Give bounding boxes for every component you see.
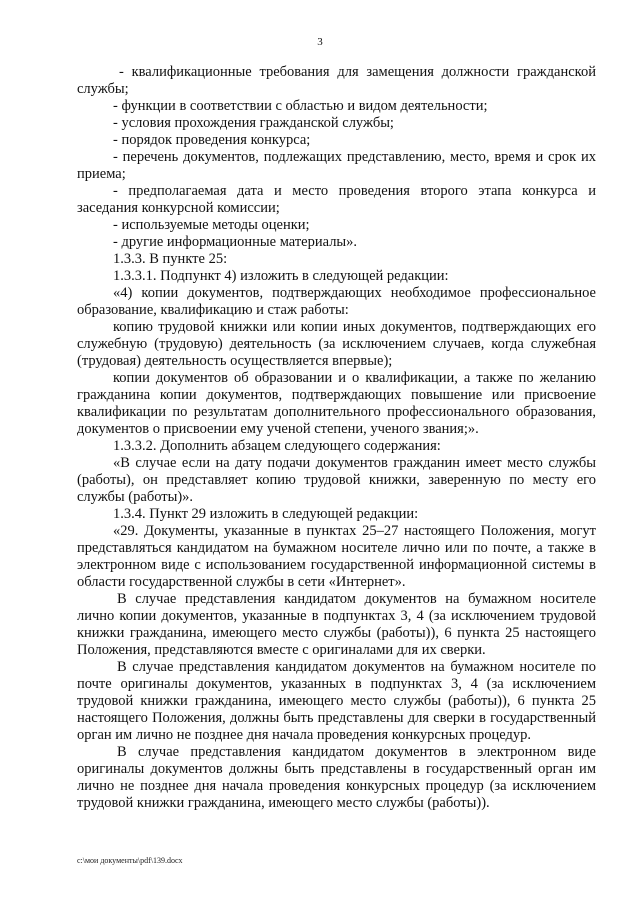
paragraph-10: 1.3.3.1. Подпункт 4) изложить в следующей редакции: (113, 268, 449, 284)
paragraph-3: - условия прохождения гражданской службы; (113, 115, 394, 131)
paragraph-5: - перечень документов, подлежащих представлению, место, время и срок их приема; (77, 149, 596, 182)
document-body (77, 64, 596, 812)
paragraph-11: «4) копии документов, подтверждающих необходимое профессиональное образование, квалификацию и стаж работы: (77, 285, 596, 318)
footer-file-path: c:\мои документы\pdf\139.docx (77, 856, 183, 865)
paragraph-17: «29. Документы, указанные в пунктах 25–27 настоящего Положения, могут представляться кандидатом на бумажном носителе лично или по почте, а также в электронном виде с использованием государственной информационной системы в области государственной службы в сети «Интернет». (77, 523, 596, 590)
paragraph-12: копию трудовой книжки или копии иных документов, подтверждающих его служебную (трудовую) деятельность (за исключением случаев, когда служебная (трудовая) деятельность осуществляется впервые); (77, 319, 596, 369)
paragraph-19: В случае представления кандидатом документов на бумажном носителе по почте оригиналы документов, указанных в подпунктах 3, 4 (за исключением трудовой книжки гражданина, имеющего место службы (работы)), 6 пункта 25 настоящего Положения, должны быть представлены для сверки в государственный орган им лично не позднее дня начала проведения конкурсных процедур. (77, 659, 596, 743)
paragraph-16: 1.3.4. Пункт 29 изложить в следующей редакции: (113, 506, 419, 522)
paragraph-15: «В случае если на дату подачи документов гражданин имеет место службы (работы), он представляет копию трудовой книжки, заверенную по месту его службы (работы)». (77, 455, 596, 505)
paragraph-7: - используемые методы оценки; (113, 217, 310, 233)
paragraph-6: - предполагаемая дата и место проведения второго этапа конкурса и заседания конкурсной комиссии; (77, 183, 596, 216)
paragraph-4: - порядок проведения конкурса; (113, 132, 311, 148)
paragraph-18: В случае представления кандидатом документов на бумажном носителе лично копии документов, указанные в подпунктах 3, 4 (за исключением трудовой книжки гражданина, имеющего место службы (работы)), 6 пункта 25 настоящего Положения, представляются вместе с оригиналами для их сверки. (77, 591, 596, 658)
paragraph-2: - функции в соответствии с областью и видом деятельности; (113, 98, 488, 114)
page-number: 3 (317, 36, 323, 48)
paragraph-1: - квалификационные требования для замещения должности гражданской службы; (77, 64, 596, 97)
paragraph-9: 1.3.3. В пункте 25: (113, 251, 228, 267)
paragraph-14: 1.3.3.2. Дополнить абзацем следующего содержания: (113, 438, 441, 454)
paragraph-8: - другие информационные материалы». (113, 234, 358, 250)
paragraph-20: В случае представления кандидатом документов в электронном виде оригиналы документов должны быть представлены в государственный орган им лично не позднее дня начала проведения конкурсных процедур (за исключением трудовой книжки гражданина, имеющего место службы (работы)). (77, 744, 596, 811)
paragraph-13: копии документов об образовании и о квалификации, а также по желанию гражданина копии документов, подтверждающих повышение или присвоение квалификации по результатам дополнительного профессионального образования, документов о присвоении ему ученой степени, ученого звания;». (77, 370, 596, 437)
